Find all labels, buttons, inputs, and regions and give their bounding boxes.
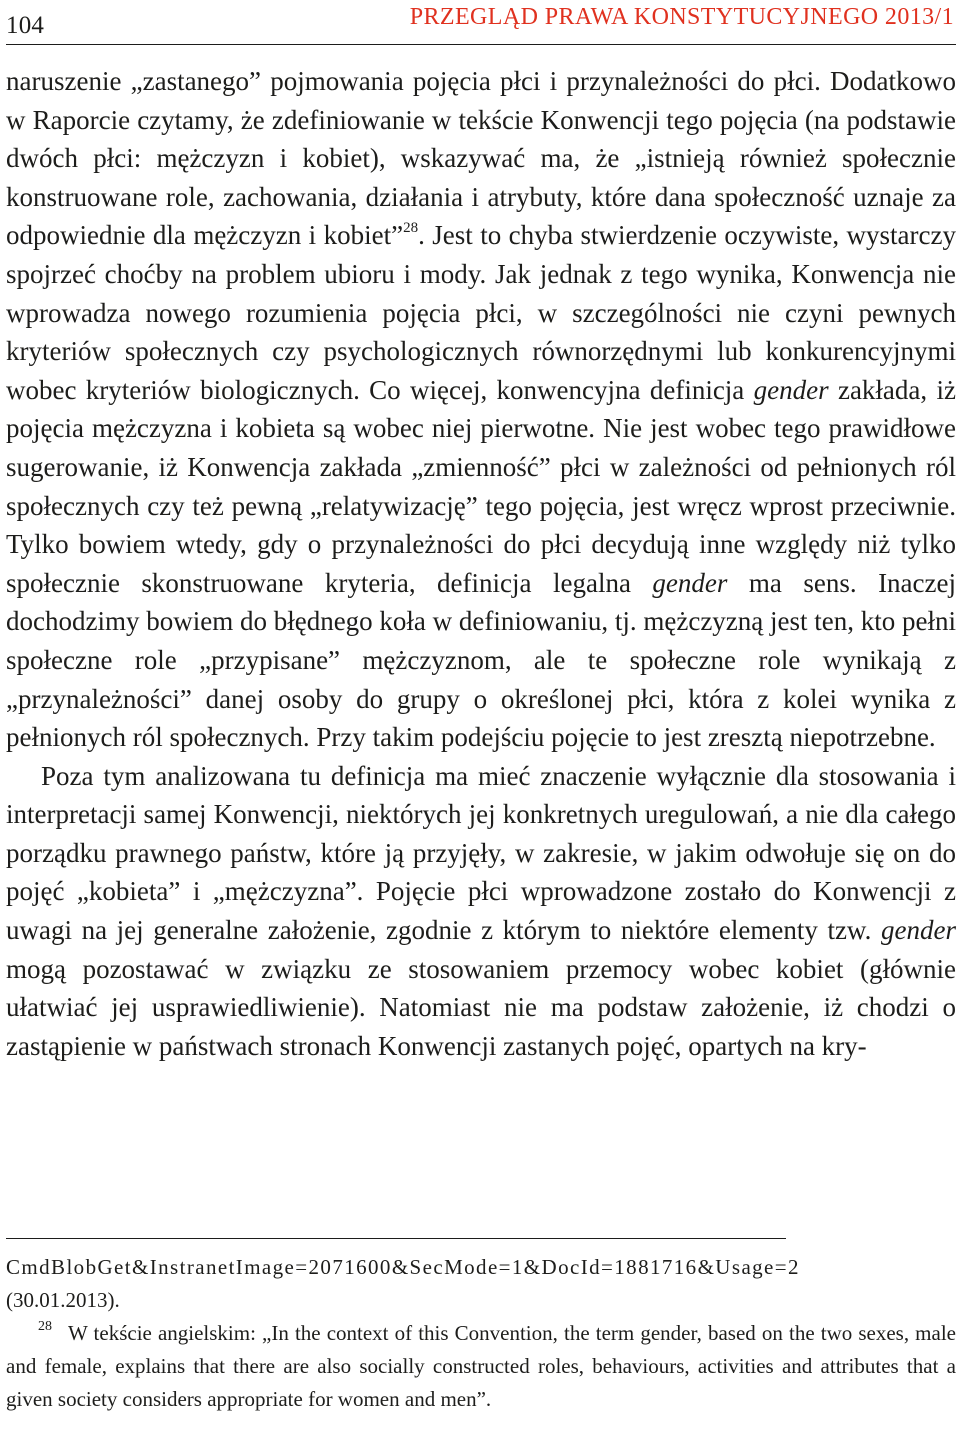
footnote-date: (30.01.2013). [6, 1288, 120, 1312]
document-page [6, 0, 956, 1439]
footnote-reference[interactable]: 28 [403, 220, 419, 237]
italic-term: gender [881, 915, 956, 946]
footnote-text: W tekście angielskim: „In the context of this Convention, the term gender, based on the two sexes, male and female, explains that there are also socially constructed roles, behaviours, activities and attributes that a given society considers appropriate for women and men”. [6, 1321, 956, 1411]
footnote-separator [6, 1238, 786, 1239]
footnote-number: 28 [38, 1319, 52, 1334]
italic-term: gender [652, 567, 728, 598]
footnotes [6, 1251, 956, 1416]
italic-term: gender [753, 374, 829, 405]
footnote-url-continuation: CmdBlobGet&InstranetImage=2071600&SecMode=1&DocId=1881716&Usage=2 [6, 1255, 800, 1279]
paragraph-2: Poza tym analizowana tu definicja ma mieć znaczenie wyłącznie dla stosowania i interpretacji samej Konwencji, niektórych jej konkretnych uregulowań, a nie dla całego porządku prawnego państw, które ją przyjęły, w zakresie, w jakim odwołuje się on do pojęć „kobieta” i „mężczyzna”. Pojęcie płci wprowadzone zostało do Konwencji z uwagi na jej generalne założenie, zgodnie z którym to niektóre elementy tzw. gender mogą pozostawać w związku ze stosowaniem przemocy wobec kobiet (głównie ułatwiać jej usprawiedliwienie). Natomiast nie ma podstaw założenie, iż chodzi o zastąpienie w państwach stronach Konwencji zastanych pojęć, opartych na kry- [6, 760, 956, 1061]
body-text [6, 62, 956, 1065]
page-number: 104 [6, 12, 45, 39]
journal-title: PRZEGLĄD PRAWA KONSTYTUCYJNEGO 2013/1 [409, 4, 954, 30]
running-header [6, 4, 956, 45]
footnote-28 [6, 1317, 956, 1416]
paragraph-1: naruszenie „zastanego” pojmowania pojęcia płci i przynależności do płci. Dodatkowo w Raporcie czytamy, że zdefiniowanie w tekście Konwencji tego pojęcia (na podstawie dwóch płci: mężczyzn i kobiet), wskazywać ma, że „istnieją również społecznie konstruowane role, zachowania, działania i atrybuty, które dana społeczność uznaje za odpowiednie dla mężczyzn i kobiet”$^{28}$. Jest to chyba stwierdzenie oczywiste, wystarczy spojrzeć choćby na problem ubioru i mody. Jak jednak z tego wynika, Konwencja nie wprowadza nowego rozumienia pojęcia płci, w szczególności nie czyni pewnych kryteriów społecznych czy psychologicznych równorzędnymi lub konkurencyjnymi wobec kryteriów biologicznych. Co więcej, konwencyjna definicja gender zakłada, iż pojęcia mężczyzna i kobieta są wobec niej pierwotne. Nie jest wobec tego prawidłowe sugerowanie, iż Konwencja zakłada „zmienność” płci w zależności od pełnionych ról społecznych czy też pewną „relatywizację” tego pojęcia, jest wręcz wprost przeciwnie. Tylko bowiem wtedy, gdy o przynależności do płci decydują inne względy niż tylko społecznie skonstruowane kryteria, definicja legalna gender ma sens. Inaczej dochodzimy bowiem do błędnego koła w definiowaniu, tj. mężczyzną jest ten, kto pełni społeczne role „przypisane” mężczyznom, ale te społeczne role wynikają z „przynależności” danej osoby do grupy o określonej płci, która z kolei wynika z pełnionych ról społecznych. Przy takim podejściu pojęcie to jest zresztą niepotrzebne. [6, 66, 956, 753]
